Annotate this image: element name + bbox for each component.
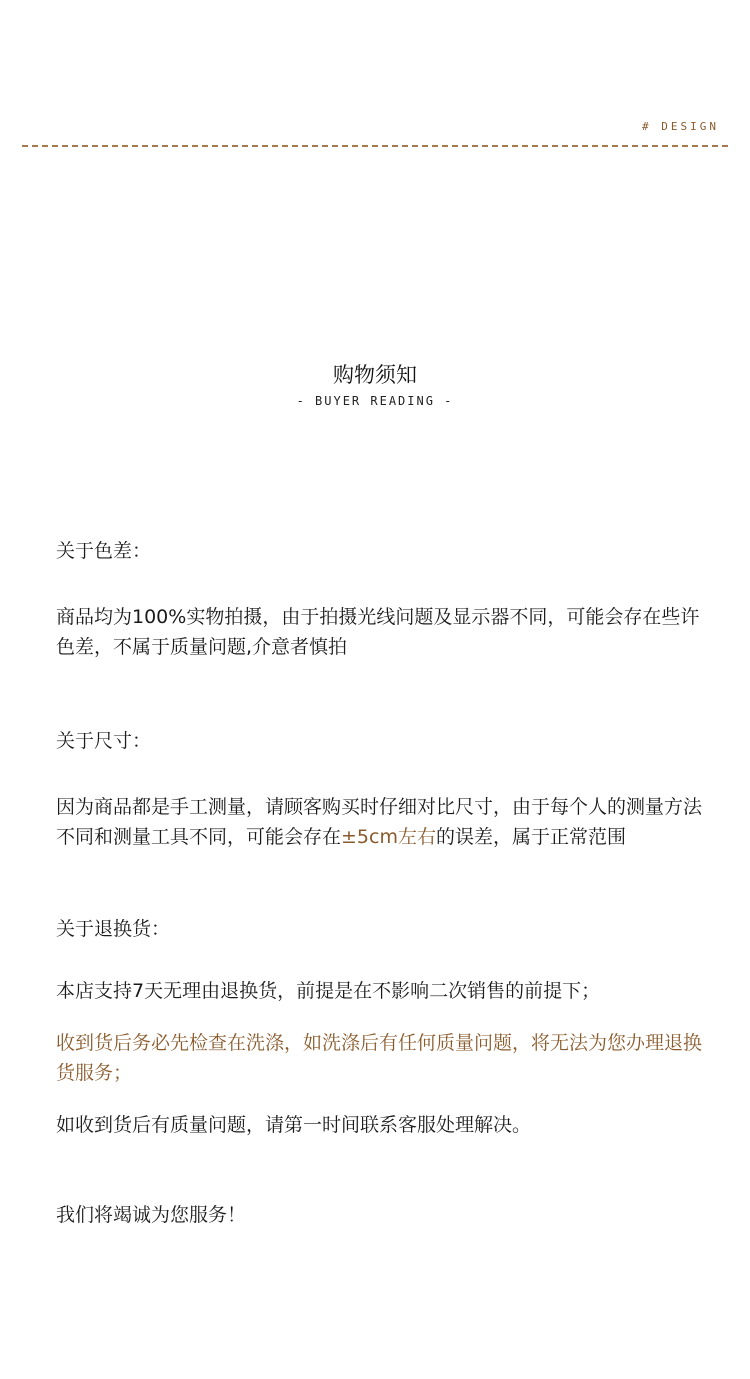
page-subtitle: - BUYER READING - xyxy=(296,394,454,408)
color-body: 商品均为100%实物拍摄，由于拍摄光线问题及显示器不同，可能会存在些许色差，不属于质量问题,介意者慎拍 xyxy=(56,606,700,658)
size-tolerance-highlight: ±5cm左右 xyxy=(341,826,436,848)
returns-warning: 收到货后务必先检查在洗涤，如洗涤后有任何质量问题，将无法为您办理退换货服务； xyxy=(56,1032,703,1084)
color-heading: 关于色差： xyxy=(56,540,152,562)
returns-heading: 关于退换货： xyxy=(56,918,171,940)
title-block xyxy=(0,362,750,408)
size-body-after: 的误差，属于正常范围 xyxy=(435,826,626,848)
size-body xyxy=(56,792,706,852)
closing-message: 我们将竭诚为您服务！ xyxy=(56,1204,247,1226)
size-body-before: 因为商品都是手工测量，请顾客购买时仔细对比尺寸，由于每个人的测量方法不同和测量工具不同，可能会存在 xyxy=(56,796,703,848)
returns-policy: 本店支持7天无理由退换货，前提是在不影响二次销售的前提下； xyxy=(56,980,601,1002)
size-heading: 关于尺寸： xyxy=(56,730,152,752)
page-title: 购物须知 xyxy=(305,362,445,384)
returns-contact: 如收到货后有质量问题，请第一时间联系客服处理解决。 xyxy=(56,1114,532,1136)
design-tag: # DESIGN xyxy=(642,120,719,133)
notice-content xyxy=(56,536,706,1230)
dashed-divider xyxy=(22,145,728,147)
